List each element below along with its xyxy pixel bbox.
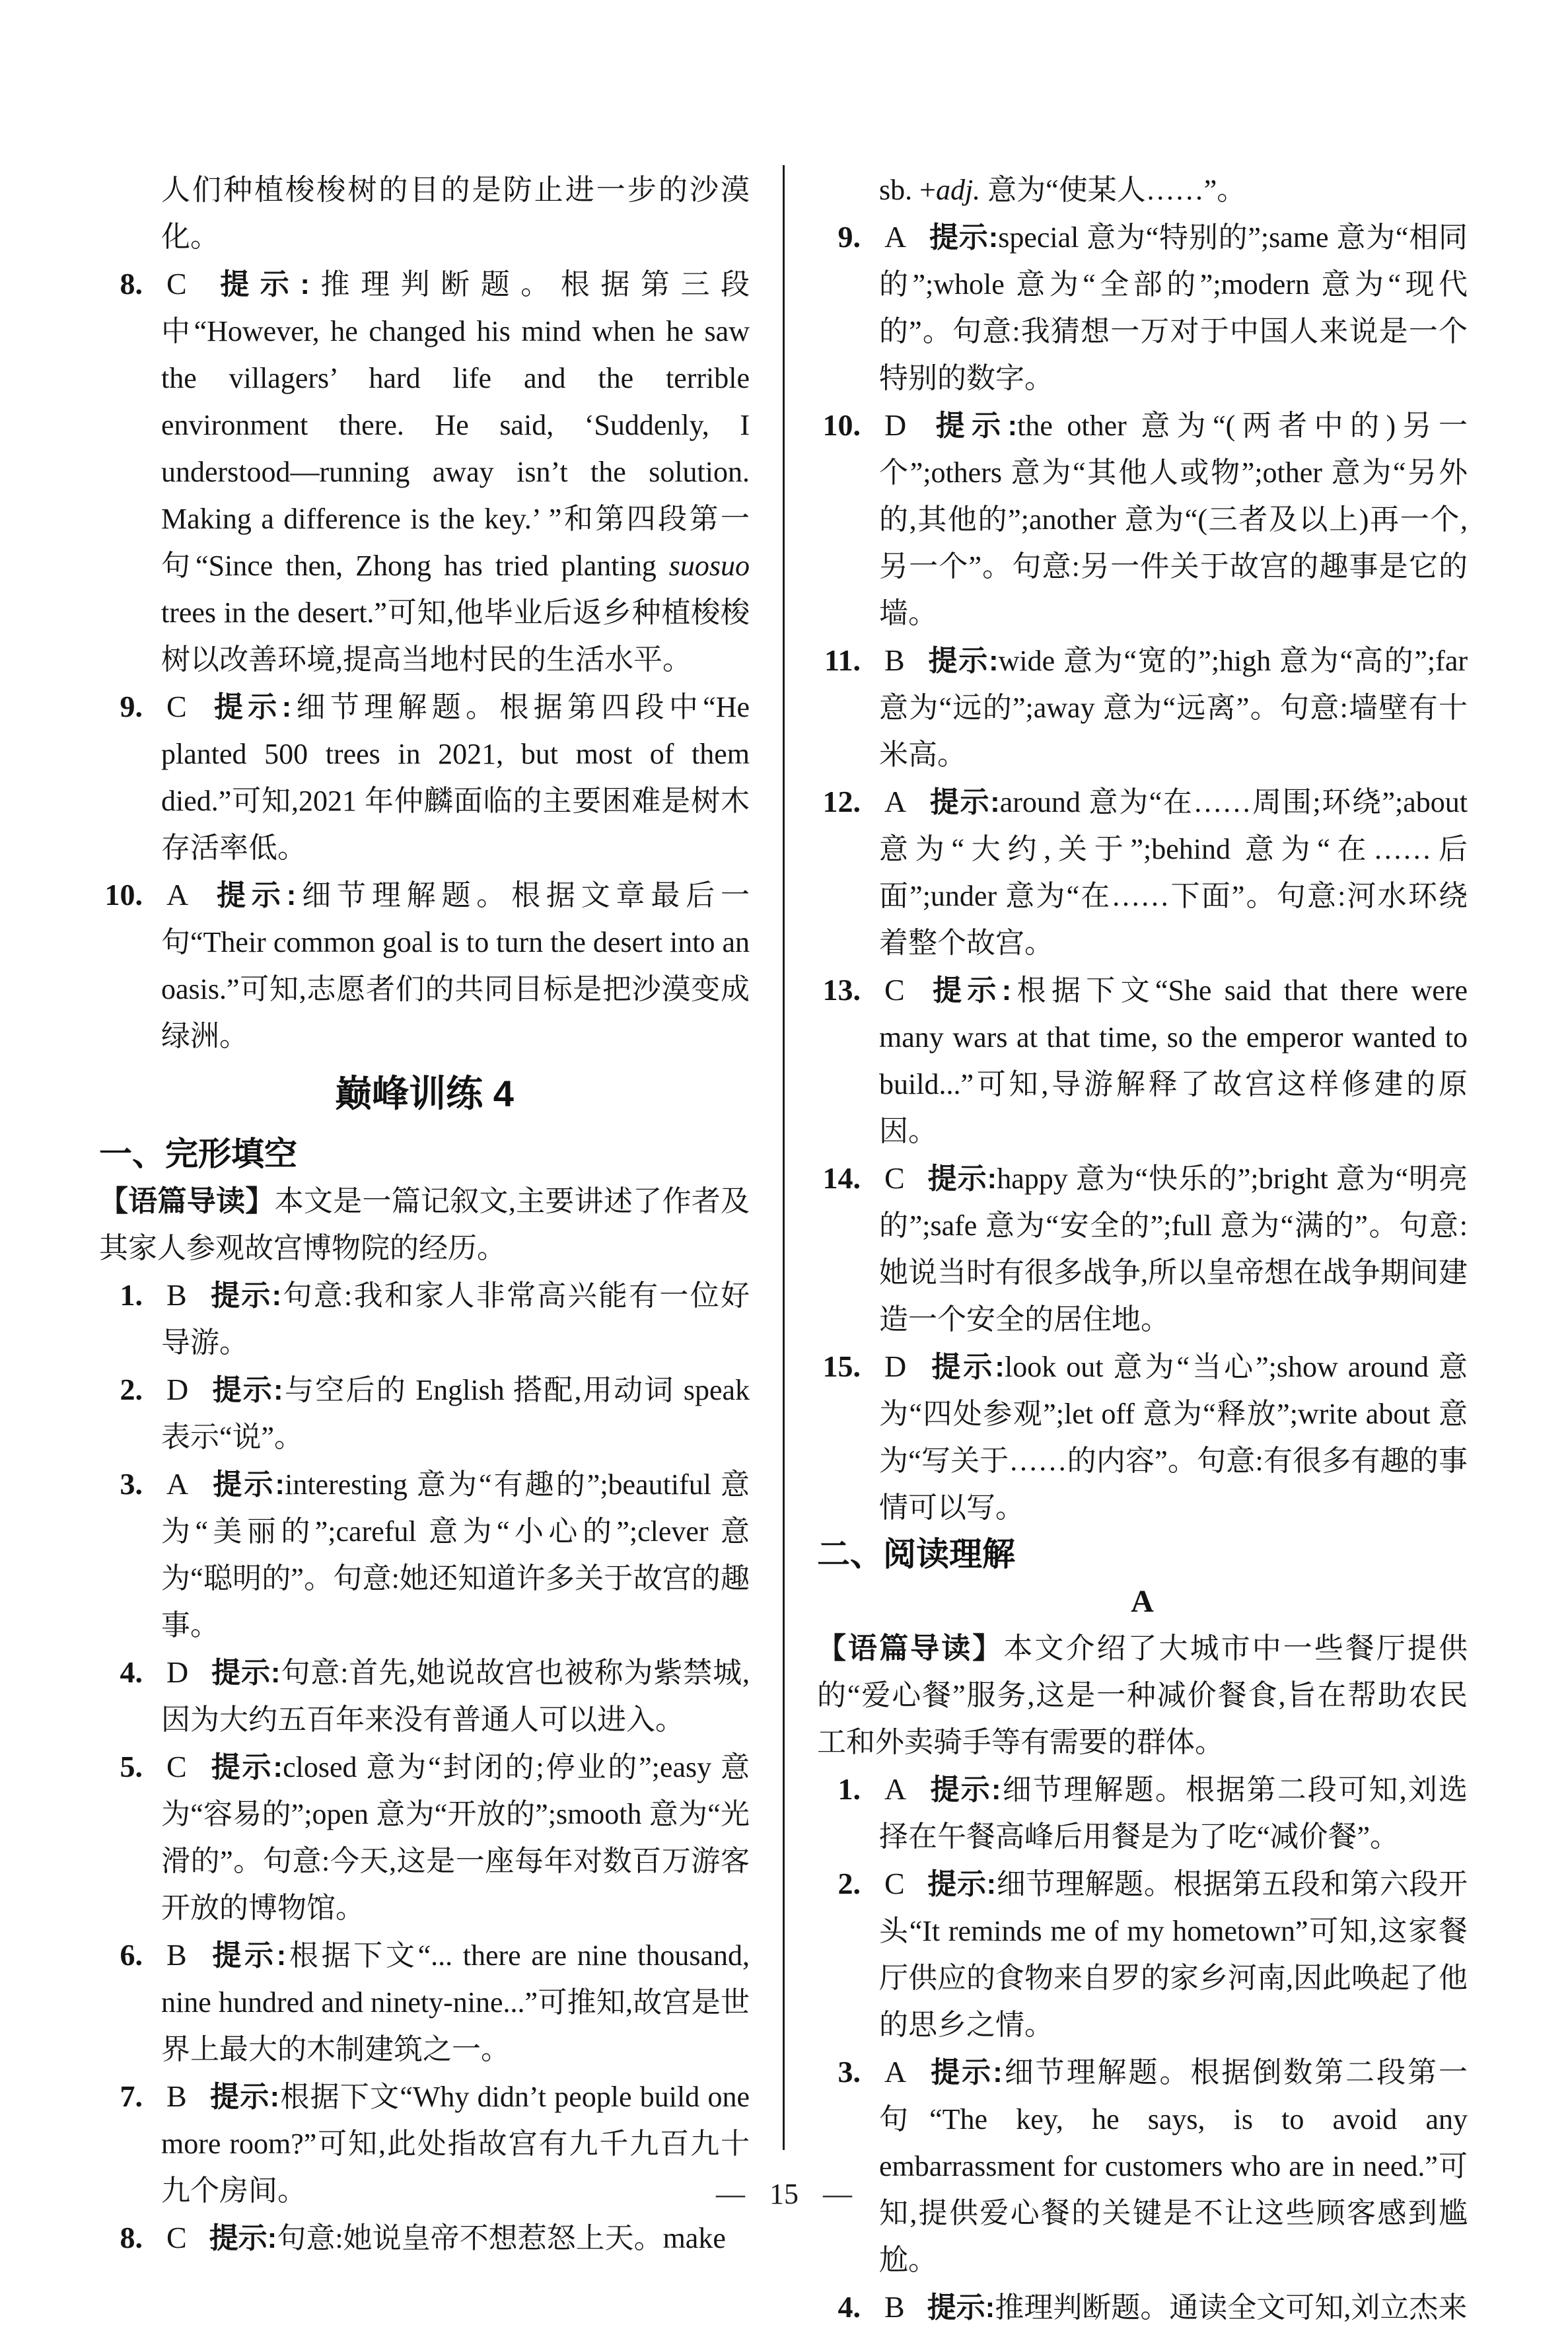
explanation-text: 本文是一篇记叙文,主要讲述了作者及其家人参观故宫博物院的经历。 [99,1185,750,1264]
hint-label: 提示: [209,1751,283,1783]
hint-label: 提示: [211,1468,285,1501]
answer-item [817,1766,1468,1860]
answer-letter: C [166,2221,187,2254]
answer-item [99,2214,750,2262]
item-number: 13. [822,973,861,1007]
explanation-text: around 意为“在……周围;环绕”;about 意为“大约,关于”;behind 意为“在……后面”;under 意为“在……下面”。句意:河水环绕着整个故宫。 [879,786,1468,959]
answer-item [99,683,750,871]
answer-letter: A [884,220,907,254]
answer-item [817,402,1468,637]
item-number: 7. [120,2079,143,2113]
item-number: 8. [120,2221,143,2254]
explanation-text: 句意:我和家人非常高兴能有一位好导游。 [161,1279,750,1359]
explanation-text: 人们种植梭梭树的目的是防止进一步的沙漠化。 [161,174,750,253]
hint-label: 提示: [211,879,297,912]
hint-label: 提示: [929,1774,1001,1806]
explanation-text: 细节理解题。根据倒数第二段第一句“The key, he says, is to avoid any embarrassment for customers who are in need.”可知,提供爱心餐的关键是不让这些顾客感到尴尬。 [879,2056,1468,2276]
answer-letter: D [884,408,907,442]
answer-item [99,260,750,683]
answer-item [99,1460,750,1649]
item-number: 15. [822,1349,861,1383]
hint-label: 【语篇导读】 [817,1632,1004,1665]
explanation-text: 推理判断题。通读全文可知,刘立杰来 [995,2291,1468,2324]
item-number: 1. [120,1278,143,1312]
answer-letter: C [166,690,187,723]
hint-label: 提示: [927,2291,995,2324]
column-divider-rule [783,165,785,2150]
answer-letter: C [166,267,187,301]
explanation-text: 细节理解题。根据文章最后一句“Their common goal is to turn the desert into an oasis.”可知,志愿者们的共同目标是把沙漠变成绿洲。 [161,879,750,1052]
hint-label: 提示: [927,1163,997,1195]
passage-guide [817,1625,1468,1766]
answer-letter: D [884,1349,907,1383]
explanation-text: 细节理解题。根据第二段可知,刘选择在午餐高峰后用餐是为了吃“减价餐”。 [879,1774,1468,1853]
item-number: 10. [104,878,143,912]
answer-letter: D [166,1373,189,1406]
explanation-text: 根据下文“She said that there were many wars at that time, so the emperor wanted to build...”可知,导游解释了故宫这样修建的原因。 [879,974,1468,1147]
answer-item [99,1649,750,1743]
explanation-text: 句意:首先,她说故宫也被称为紫禁城,因为大约五百年来没有普通人可以进入。 [161,1657,750,1736]
left-column [99,166,750,2262]
section-heading: 二、阅读理解 [817,1536,1015,1573]
answer-item [817,1860,1468,2048]
answer-letter: A [166,878,189,912]
hint-label: 提示: [929,1351,1005,1383]
hint-label: 提示: [209,268,310,301]
hint-label: 提示: [927,645,999,677]
answer-letter: A [166,1467,189,1501]
hint-label: 【语篇导读】 [99,1185,275,1217]
answer-letter: C [166,1750,187,1783]
answer-item [817,778,1468,966]
item-number: 14. [822,1161,861,1195]
item-number: 11. [824,643,861,677]
hint-label: 提示: [209,691,292,723]
item-number: 5. [120,1750,143,1783]
hint-label: 提示: [211,1374,283,1406]
answer-item [99,1931,750,2073]
passage-letter: A [1131,1584,1154,1619]
answer-item [99,1743,750,1931]
answer-letter: B [884,643,905,677]
hint-label: 提示: [929,786,1000,818]
answer-letter: B [884,2290,905,2324]
answer-letter: D [166,1655,189,1689]
explanation-text: 本文介绍了大城市中一些餐厅提供的“爱心餐”服务,这是一种减价餐食,旨在帮助农民工和外卖骑手等有需要的群体。 [817,1632,1468,1758]
hint-label: 提示: [209,2081,280,2113]
answer-item [99,1366,750,1460]
hint-label: 提示: [209,2222,277,2254]
explanation-text: trees in the desert.”可知,他毕业后返乡种植梭梭树以改善环境,提高当地村民的生活水平。 [161,596,750,676]
explanation-text: wide 意为“宽的”;high 意为“高的”;far 意为“远的”;away 意为“远离”。句意:墙壁有十米高。 [879,645,1468,771]
item-number: 9. [120,690,143,723]
explanation-text: 意为“使某人……”。 [980,174,1246,206]
explanation-text: happy 意为“快乐的”;bright 意为“明亮的”;safe 意为“安全的”;full 意为“满的”。句意:她说当时有很多战争,所以皇帝想在战争期间建造一个安全的居住地。 [879,1163,1468,1336]
hint-label: 提示: [927,974,1012,1007]
answer-item [817,2283,1468,2331]
item-number: 2. [837,1867,861,1900]
hint-label: 提示: [929,410,1018,442]
answer-letter: A [884,785,907,818]
item-number: 9. [837,220,861,254]
continuation-paragraph [817,166,1468,213]
explanation-text: sb. + [879,174,936,206]
answer-item [817,1343,1468,1531]
answer-item [817,2048,1468,2283]
answer-item [817,1155,1468,1343]
hint-label: 提示: [929,2056,1003,2089]
answer-item [817,213,1468,402]
item-number: 10. [822,408,861,442]
explanation-text: the other 意为“(两者中的)另一个”;others 意为“其他人或物”;other 意为“另外的,其他的”;another 意为“(三者及以上)再一个,另一个”。句意:另一件关于故宫的趣事是它的墙。 [879,410,1468,629]
answer-letter: B [166,1278,187,1312]
explanation-text: look out 意为“当心”;show around 意为“四处参观”;let off 意为“释放”;write about 意为“写关于……的内容”。句意:有很多有趣的事情可以写。 [879,1351,1468,1524]
hint-label: 提示: [927,1868,997,1900]
hint-label: 提示: [209,1279,282,1312]
explanation-text: closed 意为“封闭的;停业的”;easy 意为“容易的”;open 意为“开放的”;smooth 意为“光滑的”。句意:今天,这是一座每年对数百万游客开放的博物馆。 [161,1751,750,1924]
answer-item [817,966,1468,1155]
item-number: 12. [822,785,861,818]
passage-guide [99,1178,750,1272]
item-number: 8. [120,267,143,301]
answer-item [99,871,750,1059]
explanation-text: 细节理解题。根据第四段中“He planted 500 trees in 2021, but most of them died.”可知,2021 年仲麟面临的主要困难是树木存活率低。 [161,691,750,864]
explanation-text: 根据下文“... there are nine thousand, nine hundred and ninety-nine...”可推知,故宫是世界上最大的木制建筑之一。 [161,1939,750,2065]
answer-letter: C [884,1161,905,1195]
item-number: 2. [120,1373,143,1406]
explanation-text: 句意:她说皇帝不想惹怒上天。make [277,2222,726,2254]
answer-letter: B [166,2079,187,2113]
right-column [817,166,1468,2331]
italic-term: adj. [935,174,981,206]
section-heading: 一、完形填空 [99,1135,297,1172]
answer-letter: A [884,2055,907,2089]
answer-letter: C [884,973,905,1007]
hint-label: 提示: [209,1939,287,1972]
training-title: 巅峰训练 4 [335,1073,514,1114]
answer-item [99,1272,750,1366]
answer-letter: B [166,1938,187,1972]
item-number: 3. [837,2055,861,2089]
continuation-paragraph [99,166,750,260]
item-number: 4. [837,2290,861,2324]
answer-letter: C [884,1867,905,1900]
answer-item [817,637,1468,778]
explanation-text: special 意为“特别的”;same 意为“相同的”;whole 意为“全部的”;modern 意为“现代的”。句意:我猜想一万对于中国人来说是一个特别的数字。 [879,221,1468,394]
page-number: — 15 — [716,2178,852,2210]
item-number: 1. [837,1772,861,1806]
hint-label: 提示: [211,1657,281,1689]
item-number: 4. [120,1655,143,1689]
explanation-text: 推理判断题。根据第三段中“However, he changed his mind when he saw the villagers’ hard life and the terrible environment there. He said, ‘Suddenly, I understood—running away isn’t the solution. Making a difference is the key.’ ”和第四段第一句“Since then, Zhong has tried planting [161,268,750,582]
item-number: 3. [120,1467,143,1501]
explanation-text: 细节理解题。根据第五段和第六段开头“It reminds me of my hometown”可知,这家餐厅供应的食物来自罗的家乡河南,因此唤起了他的思乡之情。 [879,1868,1468,2041]
italic-term: suosuo [668,550,750,582]
hint-label: 提示: [929,221,999,254]
explanation-text: 与空后的 English 搭配,用动词 speak 表示“说”。 [161,1374,750,1453]
answer-letter: A [884,1772,907,1806]
explanation-text: interesting 意为“有趣的”;beautiful 意为“美丽的”;careful 意为“小心的”;clever 意为“聪明的”。句意:她还知道许多关于故宫的趣事。 [161,1468,750,1641]
item-number: 6. [120,1938,143,1972]
explanation-text: 根据下文“Why didn’t people build one more room?”可知,此处指故宫有九千九百九十九个房间。 [161,2081,750,2207]
